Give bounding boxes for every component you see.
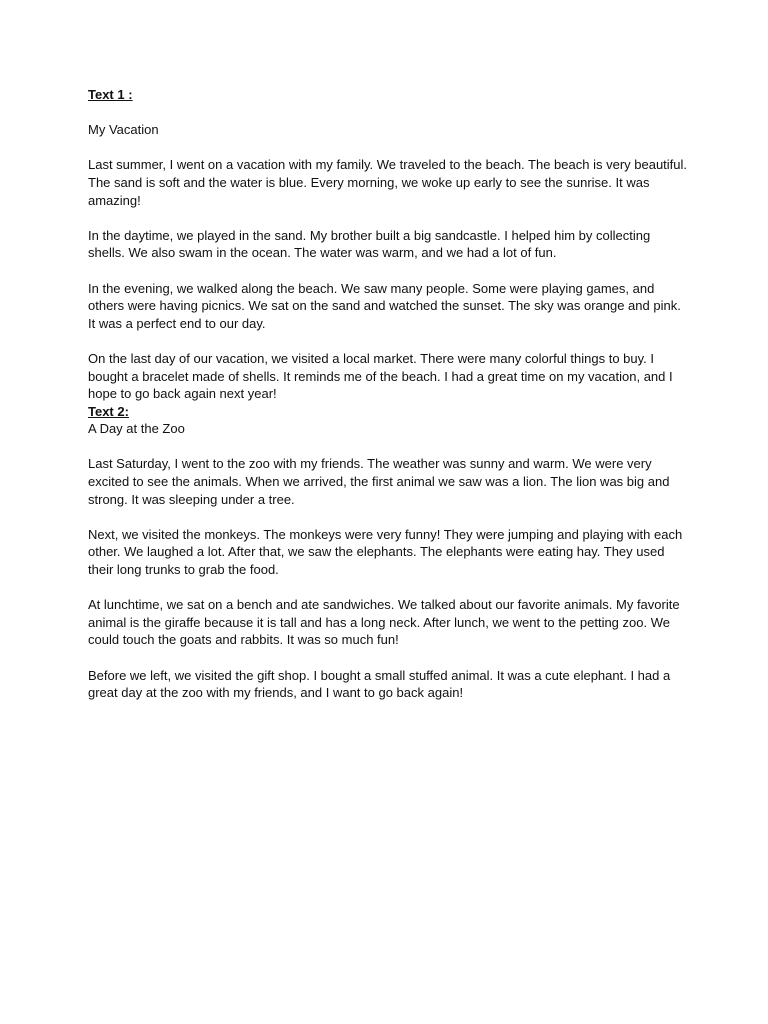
text2-paragraph: At lunchtime, we sat on a bench and ate sandwiches. We talked about our favorite animals. My favorite animal is the giraffe because it is tall and has a long neck. After lunch, we went to the petting zoo. We could touch the goats and rabbits. It was so much fun! — [88, 597, 680, 648]
text1-paragraph: In the evening, we walked along the beach. We saw many people. Some were playing games, and others were having picnics. We sat on the sand and watched the sunset. The sky was orange and pink. It was a perfect end to our day. — [88, 280, 681, 331]
text2-title: A Day at the Zoo — [88, 421, 185, 437]
text2-paragraph: Before we left, we visited the gift shop. I bought a small stuffed animal. It was a cute elephant. I had a great day at the zoo with my friends, and I want to go back again! — [88, 667, 671, 701]
text2-paragraph: Last Saturday, I went to the zoo with my friends. The weather was sunny and warm. We were very excited to see the animals. When we arrived, the first animal we saw was a lion. The lion was big and strong. It was sleeping under a tree. — [88, 456, 670, 507]
text2-paragraph: Next, we visited the monkeys. The monkeys were very funny! They were jumping and playing with each other. We laughed a lot. After that, we saw the elephants. The elephants were eating hay. They used their long trunks to grab the food. — [88, 526, 683, 578]
document-page — [88, 86, 688, 702]
text1-label: Text 1 : — [88, 87, 133, 102]
text2-label: Text 2: — [88, 403, 129, 419]
text1-paragraph: On the last day of our vacation, we visited a local market. There were many colorful things to buy. I bought a bracelet made of shells. It reminds me of the beach. I had a great time on my vacation, and I hope to go back again next year! — [88, 350, 673, 402]
text1-paragraph: Last summer, I went on a vacation with my family. We traveled to the beach. The beach is very beautiful. The sand is soft and the water is blue. Every morning, we woke up early to see the sunrise. It was amazing! — [88, 157, 688, 208]
text1-paragraph: In the daytime, we played in the sand. My brother built a big sandcastle. I helped him by collecting shells. We also swam in the ocean. The water was warm, and we had a lot of fun. — [88, 227, 651, 261]
text1-title: My Vacation — [88, 122, 159, 138]
